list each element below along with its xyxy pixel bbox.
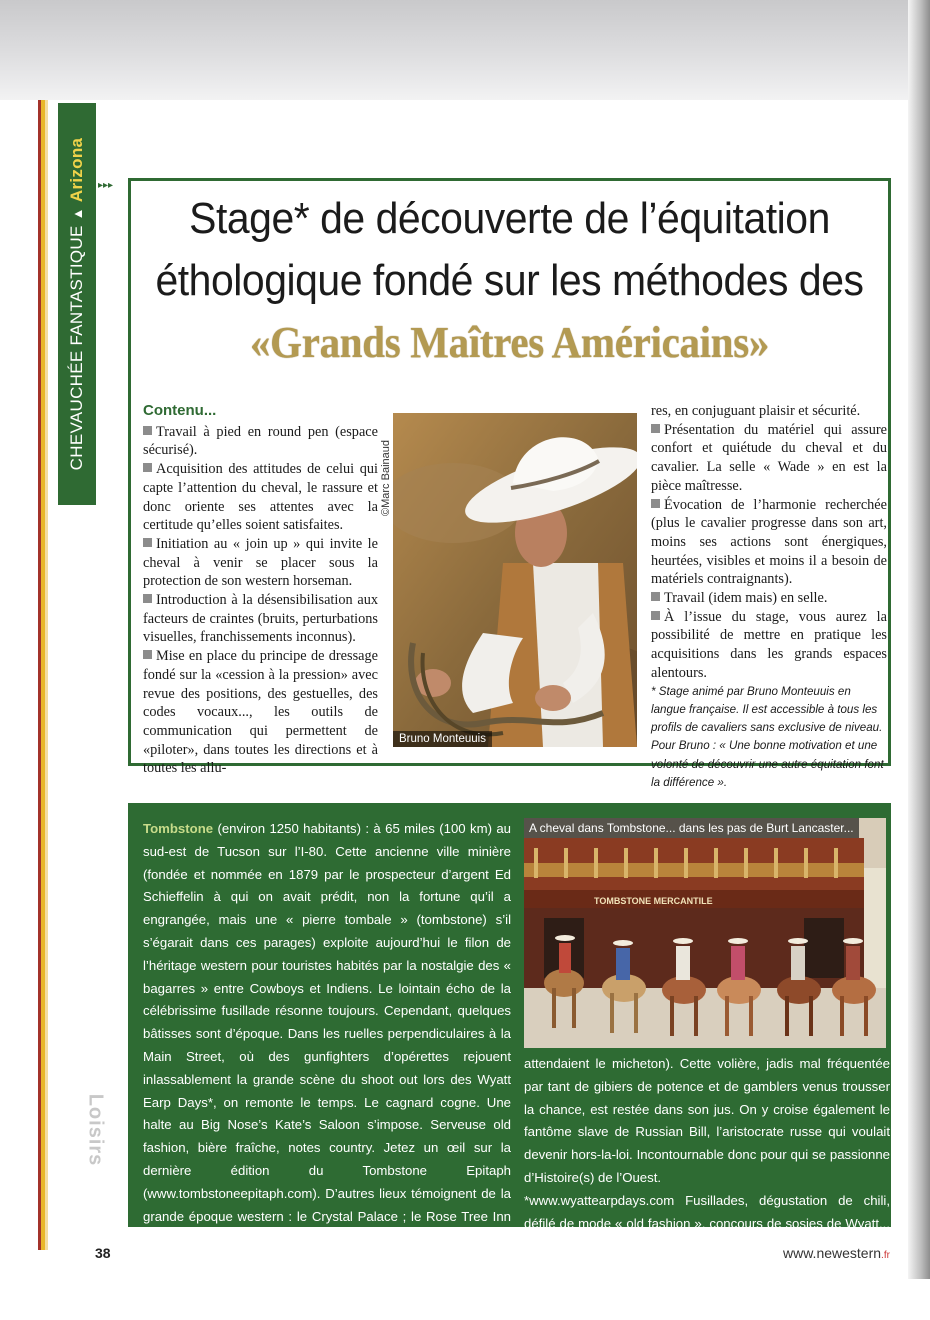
bullet-item: Acquisition des attitudes de celui qui capte l’attention du cheval, le rassure et donc oriente ses attentes avec la certitude qu’elles soient satisfaites. bbox=[143, 461, 378, 534]
square-bullet-icon bbox=[143, 426, 152, 435]
square-bullet-icon bbox=[143, 650, 152, 659]
tombstone-photo bbox=[524, 818, 886, 1048]
tombstone-street-illustration bbox=[524, 818, 886, 1048]
horseman-photo bbox=[393, 413, 637, 747]
square-bullet-icon bbox=[651, 424, 660, 433]
tombstone-photo-caption: A cheval dans Tombstone... dans les pas de Burt Lancaster... bbox=[524, 818, 859, 838]
region-name: Arizona bbox=[67, 137, 86, 203]
content-heading: Contenu... bbox=[143, 402, 217, 419]
bullet-item: Travail à pied en round pen (espace sécurisé). bbox=[143, 423, 378, 459]
article-column-left bbox=[143, 402, 378, 778]
section-tab-label bbox=[67, 138, 87, 471]
title-highlight: «Grands Maîtres Américains» bbox=[249, 318, 770, 367]
article-footnote: * Stage animé par Bruno Monteuuis en langue française. Il est accessible à tous les profils de cavaliers sans exclusive de niveau. Pour Bruno : « Une bonne motivation et une volonté de découvrir une autre équitation font la différence ». bbox=[651, 684, 884, 790]
scan-shadow-right bbox=[908, 0, 930, 1279]
continued-text: res, en conjuguant plaisir et sécurité. bbox=[651, 403, 861, 419]
bullet-item: Mise en place du principe de dressage fondé sur la «cession à la pression» avec revue des positions, des gestuelles, des codes vocaux..., les outils de communication qui permettent de «piloter», dans toutes les directions et à toutes les allu- bbox=[143, 648, 378, 777]
bullet-item: Initiation au « join up » qui invite le cheval à venir se placer sous la protection de son western horseman. bbox=[143, 535, 378, 590]
tombstone-text: (environ 1250 habitants) : à 65 miles (100 km) au sud-est de Tucson sur l’I-80. Cette ancienne ville minière (fondée et nommée en 1879 par le prospecteur d’argent Ed Schieffelin à qui on avait prédit, non la fortune qu’il a engrangée, mais une « pierre tombale » (tombstone) s’il s’égarait dans ces parages) exploite aujourd’hui le filon de l’héritage western pour touristes habités par la nostalgie des « bagarres » entre Cowboys et Indiens. Le lointain écho de la célébrissime fusillade résonne toujours. Cependant, quelques bâtisses sont d’époque. Dans les ruelles perpendiculaires à la Main Street, où des gunfighters d’opérettes rejouent inlassablement la grande scène du shoot out lors des Wyatt Earp Days*, on remonte le temps. Le cagnard cogne. Une halte au Big Nose’s Kate’s Saloon s’impose. Serveuse old fashion, bière fraîche, notes country. Jetez un œil sur la dernière édition du Tombstone Epitaph (www.tombstoneepitaph.com). D’autres lieux témoignent de la grande époque western : le Crystal Palace ; le Rose Tree Inn Museum (qui recèle « le plus grand rosier du monde ») ; le Bird Cage Theater (qui doit son nom aux quatorze cages suspendues au plafond dans lesquelles les oiselles de nuits plus ou moins déplumées bbox=[143, 821, 511, 1315]
tombstone-column-left bbox=[143, 818, 511, 1320]
tombstone-lead: Tombstone bbox=[143, 821, 214, 836]
bullet-item: À l’issue du stage, vous aurez la possibilité de mettre en pratique les acquisitions dans les grands espaces alentours. bbox=[651, 608, 887, 681]
tombstone-column-right bbox=[524, 1053, 890, 1258]
arrow-marker-icon: ▸▸▸ bbox=[98, 180, 114, 191]
section-name: CHEVAUCHÉE FANTASTIQUE bbox=[67, 225, 86, 471]
article-title bbox=[155, 188, 865, 374]
page-number: 38 bbox=[95, 1245, 111, 1261]
page-edge-stripes bbox=[38, 100, 52, 1250]
tab-separator-icon: ▲ bbox=[70, 207, 85, 221]
horseman-illustration bbox=[393, 413, 637, 747]
photo-credit: ©Marc Bainaud bbox=[380, 440, 392, 516]
tombstone-footnote: *www.wyattearpdays.com Fusillades, dégustation de chili, défilé de mode « old fashion », concours de sosies de Wyatt... (24/26 mai en 2014). bbox=[524, 1192, 890, 1254]
square-bullet-icon bbox=[651, 592, 660, 601]
bullet-item: Travail (idem mais) en selle. bbox=[651, 589, 887, 608]
bullet-item: Présentation du matériel qui assure confort et quiétude du cheval et du cavalier. La selle « Wade » en est la pièce maîtresse. bbox=[651, 421, 887, 494]
title-line-2: éthologique fondé sur les méthodes des bbox=[155, 256, 864, 305]
bullet-item: Introduction à la désensibilisation aux facteurs de craintes (bruits, perturbations visuelles, franchissements inconnus). bbox=[143, 592, 378, 646]
scan-shadow-top bbox=[0, 0, 930, 100]
title-line-1: Stage* de découverte de l’équitation bbox=[189, 194, 830, 243]
bleed-section-label: Loisirs bbox=[84, 1093, 107, 1167]
tombstone-text-continued: attendaient le micheton). Cette volière, jadis mal fréquentée par tant de gibiers de potence et de gamblers venus trousser la chance, est restée dans son jus. On y croise également le fantôme slave de Russian Bill, l’aristocrate russe qui voulait devenir hors-la-loi. Incontournable donc pour qui se passionne d’Histoire(s) de l’Ouest. bbox=[524, 1056, 890, 1185]
square-bullet-icon bbox=[143, 538, 152, 547]
square-bullet-icon bbox=[143, 463, 152, 472]
bullet-item: Évocation de l’harmonie recherchée (plus le cavalier progresse dans son art, moins ses actions sont énergiques, heurtées, visibles et moins il a besoin de matériels contraignants). bbox=[651, 496, 887, 588]
article-column-right bbox=[651, 402, 887, 792]
square-bullet-icon bbox=[651, 499, 660, 508]
square-bullet-icon bbox=[143, 594, 152, 603]
photo-caption: Bruno Monteuuis bbox=[393, 731, 492, 747]
square-bullet-icon bbox=[651, 611, 660, 620]
mercantile-sign: TOMBSTONE MERCANTILE bbox=[594, 896, 713, 906]
website-url: www.newestern.fr bbox=[783, 1245, 890, 1261]
